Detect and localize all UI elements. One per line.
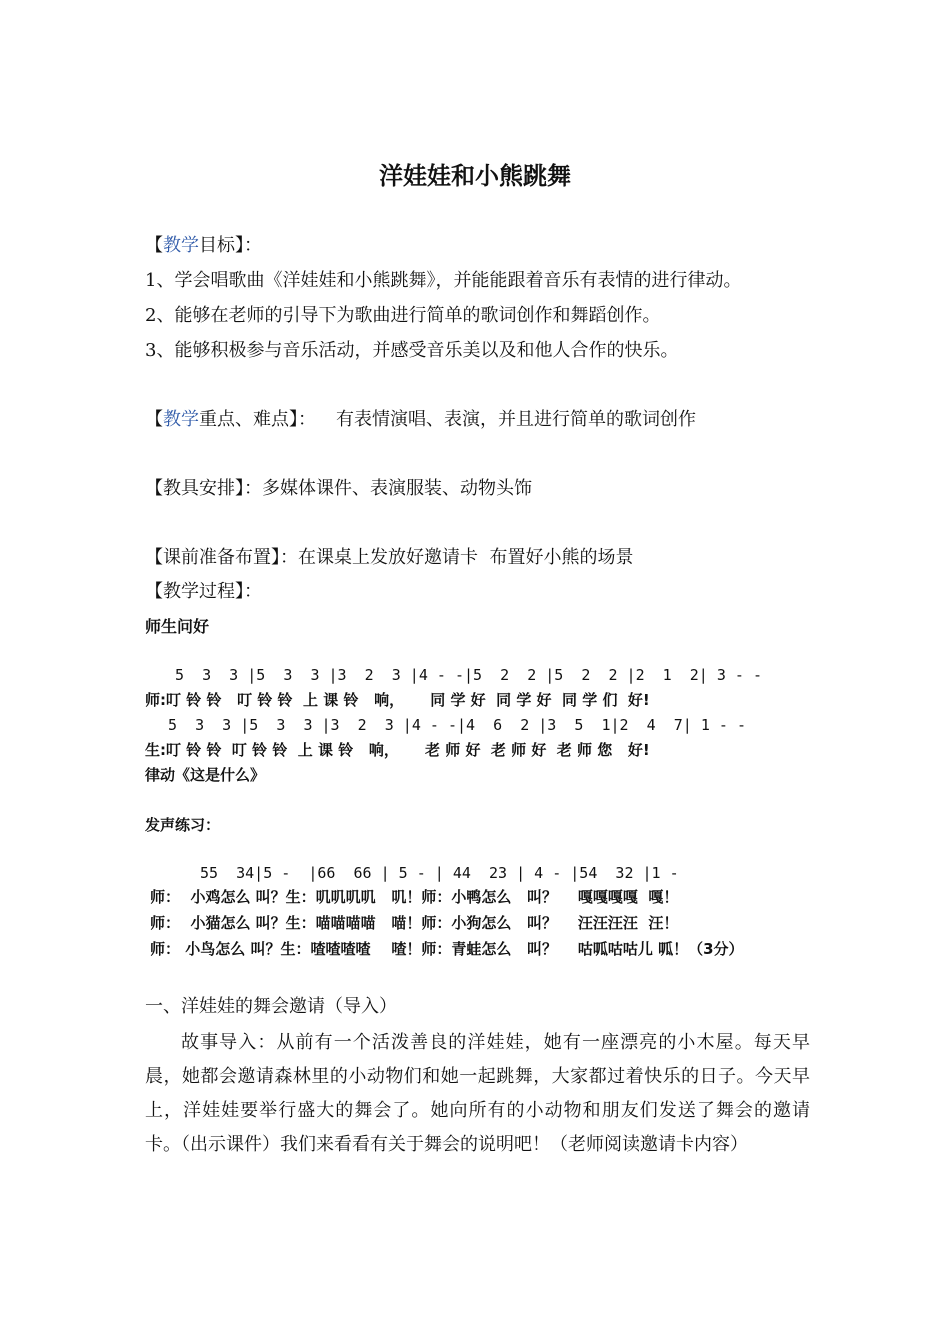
heading-rest: 目标】： bbox=[199, 235, 262, 256]
bracket: 【 bbox=[145, 235, 163, 256]
greeting-heading: 师生问好 bbox=[145, 617, 210, 636]
vocal-line-1: 师： 小鸡怎么 叫？生：叽叽叽叽 叽！师：小鸭怎么 叫？ 嘎嘎嘎嘎 嘎！ bbox=[150, 888, 679, 906]
prep-line: 【课前准备布置】：在课桌上发放好邀请卡 布置好小熊的场景 bbox=[145, 547, 634, 568]
objective-item-3: 3、能够积极参与音乐活动，并感受音乐美以及和他人合作的快乐。 bbox=[145, 340, 679, 361]
key-points-line bbox=[145, 411, 696, 429]
page-title: 洋娃娃和小熊跳舞 bbox=[379, 162, 571, 190]
tools-line: 【教具安排】：多媒体课件、表演服装、动物头饰 bbox=[145, 478, 532, 499]
lyric-line-2: 生:叮 铃 铃 叮 铃 铃 上 课 铃 响， 老 师 好 老 师 好 老 师 您 好! bbox=[145, 741, 650, 759]
score-line-1: 5 3 3 |5 3 3 |3 2 3 |4 - -|5 2 2 |5 2 2 |2 1 2| 3 - - bbox=[175, 666, 762, 684]
heading-blue-word: 教学 bbox=[163, 409, 199, 430]
section-1-paragraph: 故事导入：从前有一个活泼善良的洋娃娃，她有一座漂亮的小木屋。每天早晨，她都会邀请森林里的小动物们和她一起跳舞，大家都过着快乐的日子。今天早上，洋娃娃要举行盛大的舞会了。她向所有的小动物和朋友们发送了舞会的邀请卡。（出示课件）我们来看看有关于舞会的说明吧！（老师阅读邀请卡内容） bbox=[145, 1032, 810, 1155]
rhythm-line: 律动《这是什么》 bbox=[145, 766, 266, 784]
heading-blue-word: 教学 bbox=[163, 235, 199, 256]
vocal-heading: 发声练习： bbox=[145, 816, 221, 834]
key-points-text: 有表情演唱、表演，并且进行简单的歌词创作 bbox=[336, 409, 696, 430]
objective-item-2: 2、能够在老师的引导下为歌曲进行简单的歌词创作和舞蹈创作。 bbox=[145, 305, 661, 326]
objective-item-1: 1、学会唱歌曲《洋娃娃和小熊跳舞》，并能能跟着音乐有表情的进行律动。 bbox=[145, 270, 742, 291]
score-line-2: 5 3 3 |5 3 3 |3 2 3 |4 - -|4 6 2 |3 5 1|2 4 7| 1 - - bbox=[168, 716, 746, 734]
heading-rest: 重点、难点】： bbox=[199, 409, 316, 430]
objectives-heading bbox=[145, 237, 262, 255]
bracket: 【 bbox=[145, 409, 163, 430]
lyric-line-1: 师:叮 铃 铃 叮 铃 铃 上 课 铃 响， 同 学 好 同 学 好 同 学 们 好! bbox=[145, 691, 650, 709]
section-1-heading: 一、洋娃娃的舞会邀请（导入） bbox=[145, 996, 397, 1017]
vocal-score: 55 34|5 - |66 66 | 5 - | 44 23 | 4 - |54 32 |1 - bbox=[200, 864, 679, 882]
process-heading: 【教学过程】： bbox=[145, 581, 262, 602]
vocal-line-3: 师： 小鸟怎么 叫？生：喳喳喳喳 喳！师：青蛙怎么 叫？ 咕呱咕咕儿 呱！（3分） bbox=[150, 940, 744, 958]
vocal-line-2: 师： 小猫怎么 叫？生：喵喵喵喵 喵！师：小狗怎么 叫？ 汪汪汪汪 汪！ bbox=[150, 914, 679, 932]
